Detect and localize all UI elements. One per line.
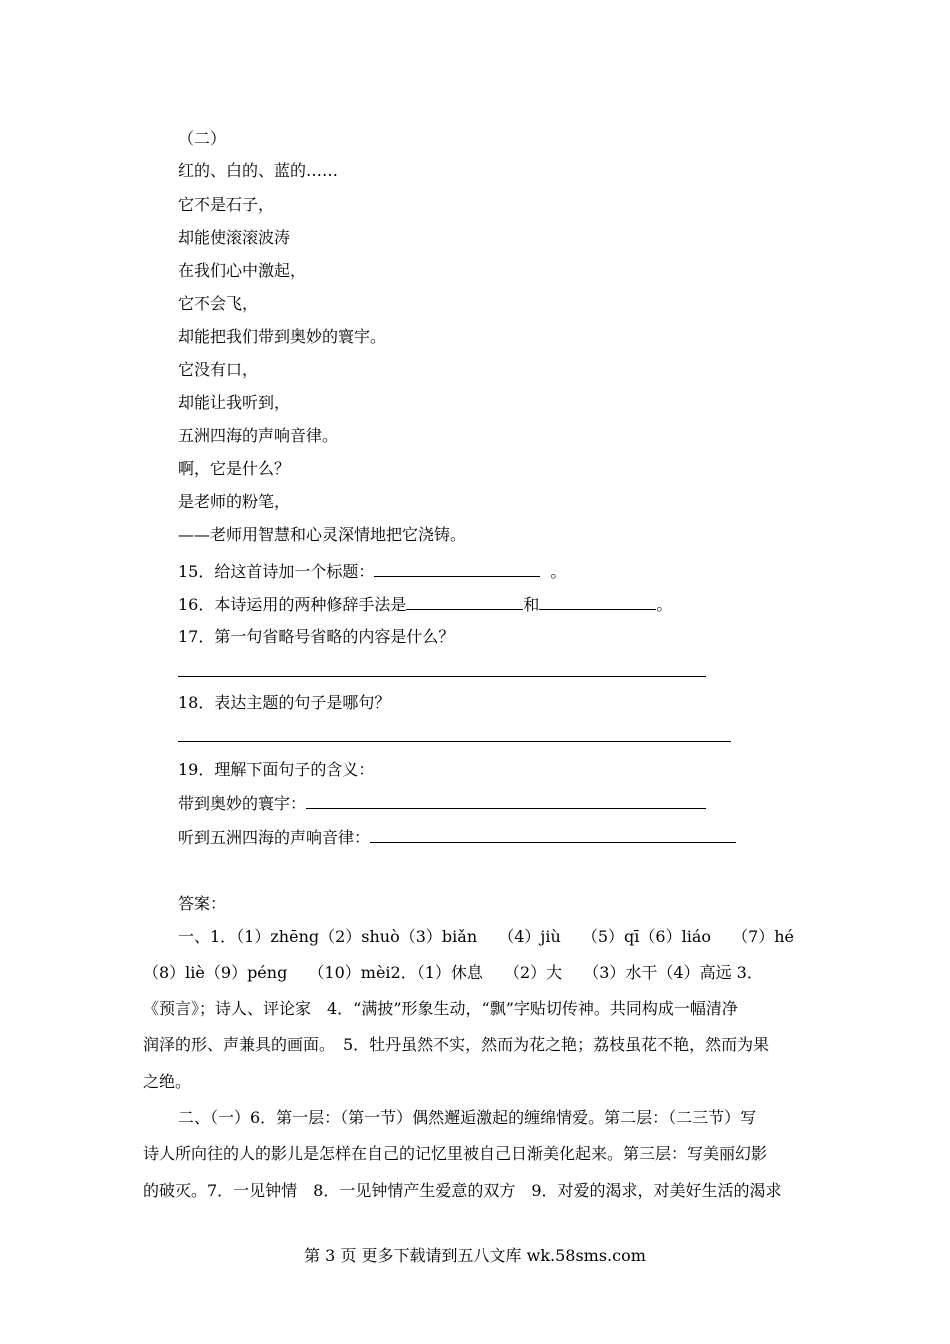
poem-line: 五洲四海的声响音律。: [178, 426, 339, 445]
poem-line: ——老师用智慧和心灵深情地把它浇铸。: [178, 525, 467, 544]
answer-line-text: 润泽的形、声兼具的画面。 5．牡丹虽然不实，然而为花之艳；荔枝虽花不艳，然而为果: [143, 1035, 770, 1054]
answer-blank[interactable]: [374, 560, 540, 577]
answers-title: 答案：: [178, 894, 227, 913]
question-19-sub2: [178, 826, 736, 849]
poem-line: 却能让我听到，: [178, 393, 291, 412]
poem-line: 在我们心中激起，: [178, 261, 307, 280]
answer-line-text: 一、1．（1）zhēng（2）shuò（3）biǎn （4）jiù （5）qī（6）liáo （7）hé: [178, 927, 795, 946]
poem-line: 它没有口，: [178, 360, 259, 379]
answer-line-text: 二、（一）6．第一层：（第一节）偶然邂逅激起的缠绵情爱。第二层：（二三节）写: [178, 1108, 757, 1127]
answer-blank[interactable]: [539, 593, 656, 610]
question-18: 18．表达主题的句子是哪句？: [178, 693, 391, 712]
question-19-sub2-text: 听到五洲四海的声响音律：: [178, 828, 371, 847]
answer-blank[interactable]: [306, 792, 706, 809]
question-16: [178, 593, 672, 616]
answer-blank[interactable]: [370, 826, 736, 843]
poem-line: 却能使滚滚波涛: [178, 228, 291, 247]
question-15: [178, 560, 566, 583]
poem-section-label: （二）: [178, 129, 227, 148]
answer-line-text: 之绝。: [143, 1072, 192, 1091]
answer-line-text: 诗人所向往的人的影儿是怎样在自己的记忆里被自己日渐美化起来。第三层：写美丽幻影: [143, 1144, 768, 1163]
poem-line: 啊，它是什么？: [178, 459, 291, 478]
question-17: 17．第一句省略号省略的内容是什么？: [178, 627, 455, 646]
answer-line-text: （8）liè（9）péng （10）mèi2．（1）休息 （2）大 （3）水干（4）高远 3．: [143, 963, 763, 982]
answer-line-text: 《预言》；诗人、评论家 4．“满披”形象生动，“飘”字贴切传神。共同构成一幅清净: [143, 999, 738, 1018]
answer-blank[interactable]: [406, 593, 523, 610]
poem-line: 它不是石子，: [178, 195, 275, 214]
question-16-text: 16．本诗运用的两种修辞手法是: [178, 595, 407, 614]
answer-line[interactable]: [178, 676, 706, 677]
question-19-sub1: [178, 792, 706, 815]
poem-line: 红的、白的、蓝的……: [178, 161, 339, 180]
poem-line: 是老师的粉笔，: [178, 492, 291, 511]
question-19-sub1-text: 带到奥妙的寰宇：: [178, 794, 307, 813]
question-16-end: 。: [656, 595, 673, 614]
question-15-end: 。: [550, 562, 567, 581]
question-15-text: 15．给这首诗加一个标题：: [178, 562, 375, 581]
page-footer: 第 3 页 更多下载请到五八文库 wk.58sms.com: [304, 1246, 646, 1265]
poem-line: 却能把我们带到奥妙的寰宇。: [178, 327, 387, 346]
answer-line-text: 的破灭。7．一见钟情 8．一见钟情产生爱意的双方 9．对爱的渴求，对美好生活的渴求: [143, 1181, 782, 1200]
question-19: 19．理解下面句子的含义：: [178, 760, 375, 779]
answer-line[interactable]: [178, 741, 731, 742]
question-16-mid: 和: [523, 595, 540, 614]
poem-line: 它不会飞，: [178, 294, 259, 313]
